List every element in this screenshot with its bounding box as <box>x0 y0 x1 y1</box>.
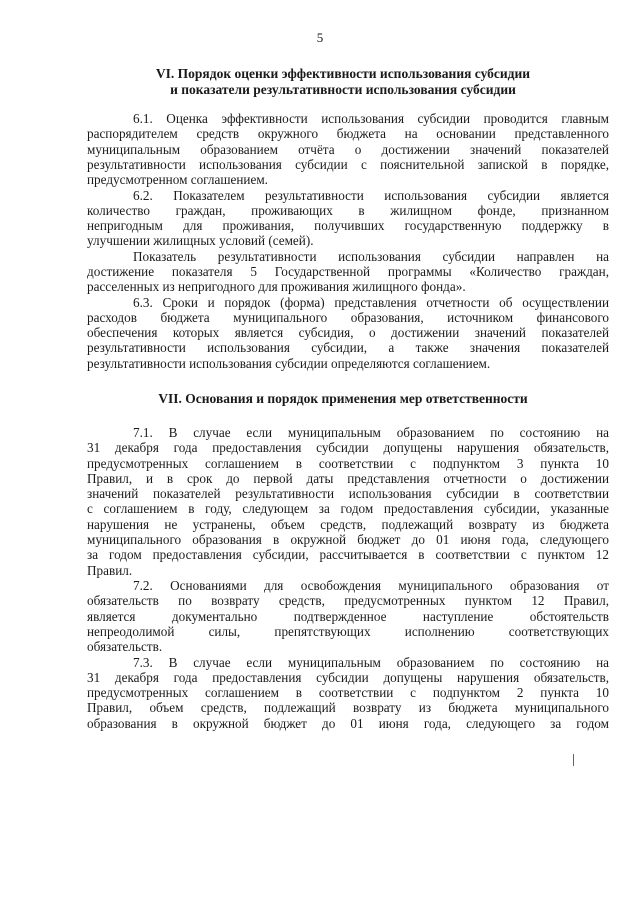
text-line: непригодным для проживания, получивших государственную поддержку в <box>87 218 609 234</box>
scan-artifact-mark <box>573 754 574 766</box>
text-line: обязательств по возврату средств, предусмотренных пунктом 12 Правил, <box>87 593 609 609</box>
text-line: предусмотренных соглашением в соответствии с подпунктом 2 пункта 10 <box>87 685 609 701</box>
text-line: расходов бюджета муниципального образования, источником финансового <box>87 309 609 325</box>
section-6-paragraph-2 <box>87 188 609 249</box>
text-line: нарушения не устранены, объем средств, подлежащий возврату из бюджета <box>87 516 609 532</box>
text-line: распорядителем средств окружного бюджета на основании представленного <box>87 126 609 142</box>
section-7-paragraph-3 <box>87 655 609 731</box>
section-6-paragraph-1 <box>87 111 609 187</box>
text-line: значений показателей результативности использования субсидии в соответствии <box>87 486 609 502</box>
section-6-paragraph-3 <box>87 249 609 295</box>
section-6-heading <box>70 66 616 97</box>
text-line: результативности использования субсидии с пояснительной запиской в порядке, <box>87 156 609 172</box>
section-6-title-line-2: и показатели результативности использования субсидии <box>170 81 516 97</box>
text-line: Правил. <box>87 562 133 578</box>
text-line: Показатель результативности использования субсидии направлен на <box>133 248 609 264</box>
section-6-paragraph-4 <box>87 295 609 371</box>
text-line: 7.2. Основаниями для освобождения муниципального образования от <box>133 578 609 593</box>
text-line: результативности использования субсидии, а также значения показателей <box>87 340 609 356</box>
text-line: Правил, объем средств, подлежащий возврату из бюджета муниципального <box>87 700 609 716</box>
text-line: муниципального образования в окружной бюджет до 01 июня года, следующего <box>87 532 609 548</box>
text-line: 31 декабря года предоставления субсидии допущены нарушения обязательств, <box>87 440 609 456</box>
section-7-paragraph-1 <box>87 425 609 578</box>
text-line: расселенных из непригодного для проживания жилищного фонда». <box>87 279 466 295</box>
text-line: непреодолимой силы, препятствующих исполнению соответствующих <box>87 623 609 639</box>
section-6-title-line-1: VI. Порядок оценки эффективности использования субсидии <box>155 66 531 81</box>
text-line: обязательств. <box>87 639 163 655</box>
text-line: улучшении жилищных условий (семей). <box>87 233 314 249</box>
text-line: 7.3. В случае если муниципальным образованием по состоянию на <box>133 654 609 670</box>
text-line: 31 декабря года предоставления субсидии допущены нарушения обязательств, <box>87 669 609 685</box>
text-line: 7.1. В случае если муниципальным образованием по состоянию на <box>133 425 609 440</box>
section-7-heading <box>70 391 616 407</box>
text-line: с соглашением в году, следующем за годом предоставления субсидии, указанные <box>87 501 609 517</box>
section-7-title: VII. Основания и порядок применения мер ответственности <box>158 391 528 406</box>
text-line: 6.3. Сроки и порядок (форма) представления отчетности об осуществлении <box>133 294 609 310</box>
text-line: за годом предоставления субсидии, рассчитывается в соответствии с пунктом 12 <box>87 547 609 563</box>
text-line: 6.2. Показателем результативности использования субсидии является <box>133 187 609 203</box>
text-line: количество граждан, проживающих в жилищном фонде, признанном <box>87 202 609 218</box>
text-line: Правил, и в срок до первой даты представления отчетности о достижении <box>87 470 609 486</box>
text-line: предусмотренных соглашением в соответствии с подпунктом 3 пункта 10 <box>87 455 609 471</box>
text-line: предусмотренном соглашением. <box>87 172 268 188</box>
text-line: достижение показателя 5 Государственной программы «Количество граждан, <box>87 263 609 279</box>
text-line: результативности использования субсидии определяются соглашением. <box>87 355 491 371</box>
text-line: образования в окружной бюджет до 01 июня года, следующего за годом <box>87 715 609 731</box>
text-line: муниципальным образованием отчёта о достижении значений показателей <box>87 141 609 157</box>
section-7-paragraph-2 <box>87 578 609 654</box>
text-line: 6.1. Оценка эффективности использования субсидии проводится главным <box>133 111 609 126</box>
text-line: обеспечения которых является субсидия, о достижении значений показателей <box>87 325 609 341</box>
text-line: является документально подтвержденное наступление обстоятельств <box>87 608 609 624</box>
page-number: 5 <box>316 30 324 45</box>
